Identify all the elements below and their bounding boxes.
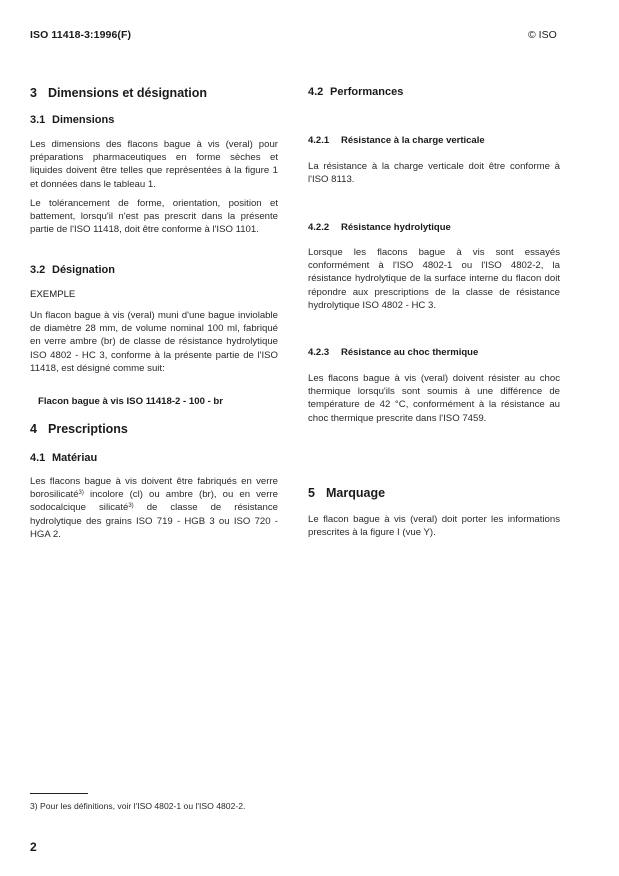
section-3-heading <box>30 86 278 100</box>
paragraph-designation-example: Un flacon bague à vis (veral) muni d'une bague inviolable de diamètre 28 mm, de volume nominal 100 ml, fabriqué en verre ambre (br) de classe de résistance hydrolytique ISO 4802 - HC 3, conforme à la présente partie de l'ISO 11418, est désigné comme suit: <box>30 310 278 374</box>
section-4-2-3-heading <box>308 347 560 358</box>
section-number: 4.2 <box>308 86 324 98</box>
copyright-mark: © ISO <box>528 29 557 41</box>
section-title: Performances <box>330 86 404 98</box>
section-title: Prescriptions <box>48 422 128 436</box>
footnote-ref: 3) <box>128 503 134 510</box>
section-4-1-heading <box>30 452 278 464</box>
section-number: 3.1 <box>30 114 46 126</box>
section-number: 4.2.2 <box>308 222 330 233</box>
section-5-heading <box>308 486 560 500</box>
section-title: Matériau <box>52 452 98 464</box>
section-title: Résistance à la charge verticale <box>341 135 485 146</box>
paragraph-tolerances: Le tolérancement de forme, orientation, position et battement, lorsqu'il n'est pas prescrit dans la présente partie de l'ISO 11418, doit être conforme à l'ISO 1101. <box>30 198 278 236</box>
footnote-divider <box>30 793 88 794</box>
material-text-c: de classe de résistance hydrolytique des grains ISO 719 - HGB 3 ou ISO 720 - HGA 2. <box>30 502 278 540</box>
page-number: 2 <box>30 840 37 854</box>
section-number: 4.2.3 <box>308 347 330 358</box>
footnote-ref: 3) <box>78 490 84 497</box>
section-4-2-2-heading <box>308 222 560 233</box>
section-title: Dimensions et désignation <box>48 86 208 100</box>
section-number: 4 <box>30 422 37 436</box>
section-number: 4.1 <box>30 452 46 464</box>
section-title: Marquage <box>326 486 386 500</box>
document-id: ISO 11418-3:1996(F) <box>30 29 132 41</box>
paragraph-material <box>30 475 278 541</box>
paragraph-marking: Le flacon bague à vis (veral) doit porter les informations prescrites à la figure I (vue Y). <box>308 514 560 539</box>
section-number: 4.2.1 <box>308 135 330 146</box>
paragraph-thermal-shock: Les flacons bague à vis (veral) doivent résister au choc thermique lorsqu'ils sont soumis à une différence de température de 42 °C, conformément à la résistance au choc thermique prescrite dans l'ISO 7459. <box>308 373 560 424</box>
paragraph-dimensions: Les dimensions des flacons bague à vis (veral) pour préparations pharmaceutiques en forme sèches et liquides doivent être telles que représentées à la figure 1 et données dans le tableau 1. <box>30 139 278 190</box>
section-title: Résistance hydrolytique <box>341 222 451 233</box>
section-number: 3 <box>30 86 37 100</box>
section-title: Désignation <box>52 264 115 276</box>
example-label: EXEMPLE <box>30 289 76 300</box>
designation-code: Flacon bague à vis ISO 11418-2 - 100 - br <box>38 396 224 407</box>
paragraph-vertical-load: La résistance à la charge verticale doit être conforme à l'ISO 8113. <box>308 161 560 186</box>
paragraph-hydrolytic: Lorsque les flacons bague à vis sont essayés conformément à l'ISO 4802-1 ou l'ISO 4802-2, la résistance hydrolytique de la surface interne du flacon doit répondre aux prescriptions de la classe de résistance hydrolytique ISO 4802 - HC 3. <box>308 247 560 311</box>
section-title: Résistance au choc thermique <box>341 347 479 358</box>
footnote: 3) Pour les définitions, voir l'ISO 4802-1 ou l'ISO 4802-2. <box>30 801 246 811</box>
section-4-heading <box>30 422 278 436</box>
section-3-2-heading <box>30 264 278 276</box>
section-4-2-heading <box>308 86 560 98</box>
section-number: 3.2 <box>30 264 46 276</box>
material-text-a: Les flacons bague à vis doivent être fabriqués en verre borosilicaté <box>30 476 278 501</box>
section-3-1-heading <box>30 114 278 126</box>
section-title: Dimensions <box>52 114 115 126</box>
material-text-b: incolore (cl) ou ambre (br), ou en verre sodocalcique silicaté <box>30 489 278 514</box>
section-4-2-1-heading <box>308 135 560 146</box>
section-number: 5 <box>308 486 315 500</box>
